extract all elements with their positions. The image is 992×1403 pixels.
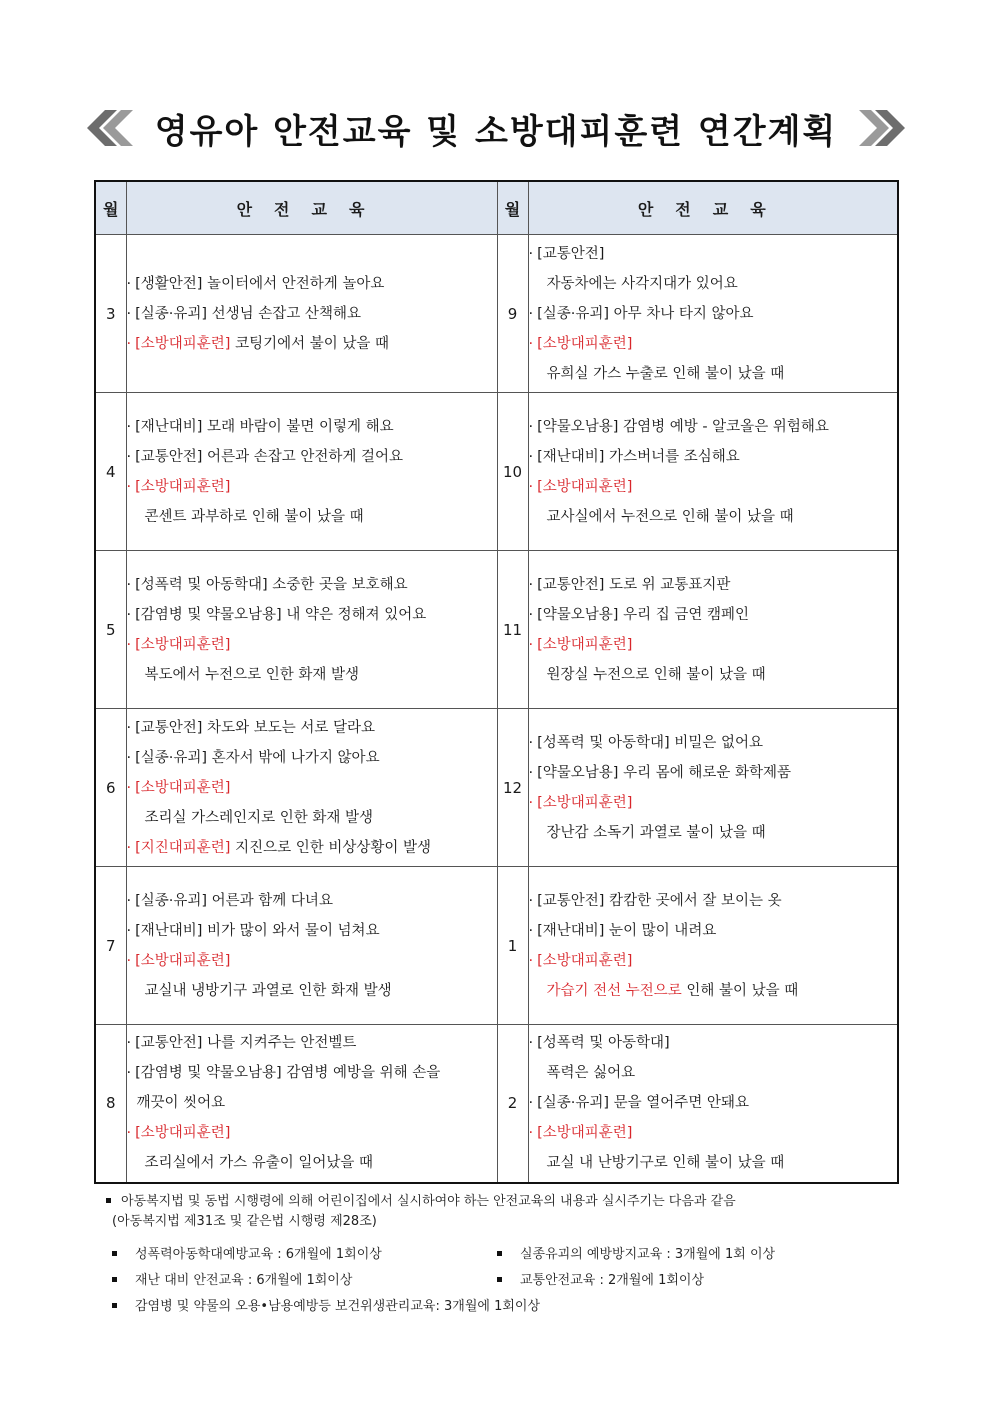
month-cell: 12 <box>497 709 528 867</box>
dot-bullet-icon: · <box>528 576 534 593</box>
item-text: 소중한 곳을 보호해요 <box>267 576 408 593</box>
item-text: 복도에서 누전으로 인한 화재 발생 <box>144 666 360 683</box>
topic-tag: [약물오남용] <box>537 764 619 781</box>
annual-plan-table <box>94 180 899 1184</box>
list-item <box>127 1118 497 1148</box>
topic-tag: [교통안전] <box>135 1035 203 1052</box>
list-item <box>529 976 898 1006</box>
item-text: 비가 많이 와서 물이 넘쳐요 <box>202 922 380 939</box>
item-text: 조리실에서 가스 유출이 일어났을 때 <box>144 1155 374 1172</box>
dot-bullet-icon: · <box>528 922 534 939</box>
list-item <box>529 1088 898 1118</box>
note-text: 재난 대비 안전교육 : 6개월에 1회이상 <box>135 1273 353 1288</box>
note-item <box>106 1242 491 1268</box>
list-item <box>127 773 497 803</box>
dot-bullet-icon: · <box>528 636 534 653</box>
note-item <box>491 1242 876 1268</box>
content-cell <box>528 1025 898 1183</box>
item-text: 나를 지켜주는 안전벨트 <box>202 1035 357 1052</box>
topic-tag: [감염병 및 약물오남용] <box>135 606 282 623</box>
list-item <box>529 728 898 758</box>
note-text: 감염병 및 약물의 오용•남용예방등 보건위생관리교육: 3개월에 1회이상 <box>135 1299 541 1314</box>
topic-tag: [성폭력 및 아동학대] <box>537 734 670 751</box>
topic-tag: [소방대피훈련] <box>537 1125 633 1142</box>
month-cell: 10 <box>497 393 528 551</box>
list-item <box>529 239 898 269</box>
dot-bullet-icon: · <box>528 606 534 623</box>
dot-bullet-icon: · <box>528 335 534 352</box>
list-item <box>127 886 497 916</box>
content-cell <box>126 867 497 1025</box>
list-item <box>127 600 497 630</box>
dot-bullet-icon: · <box>528 245 534 262</box>
dot-bullet-icon: · <box>528 764 534 781</box>
dot-bullet-icon: · <box>126 576 132 593</box>
list-item <box>127 803 497 833</box>
topic-tag: [소방대피훈련] <box>537 794 633 811</box>
list-item <box>529 1058 898 1088</box>
note-text: 교통안전교육 : 2개월에 1회이상 <box>520 1273 705 1288</box>
topic-tag: [소방대피훈련] <box>135 952 231 969</box>
item-text: 우리 몸에 해로운 화학제품 <box>618 764 791 781</box>
topic-tag: [재난대비] <box>537 922 605 939</box>
table-row <box>95 709 898 867</box>
dot-bullet-icon: · <box>126 1125 132 1142</box>
table-row <box>95 551 898 709</box>
dot-bullet-icon: · <box>528 794 534 811</box>
content-cell <box>126 709 497 867</box>
item-text: 장난감 소독기 과열로 불이 났을 때 <box>546 824 766 841</box>
dot-bullet-icon: · <box>126 1065 132 1082</box>
dot-bullet-icon: · <box>528 448 534 465</box>
item-text: 비밀은 없어요 <box>669 734 763 751</box>
item-text: 자동차에는 사각지대가 있어요 <box>546 275 738 292</box>
list-item <box>529 600 898 630</box>
list-item <box>529 660 898 690</box>
dot-bullet-icon: · <box>126 922 132 939</box>
square-bullet-icon <box>497 1277 502 1282</box>
dot-bullet-icon: · <box>126 779 132 796</box>
dot-bullet-icon: · <box>528 1035 534 1052</box>
square-bullet-icon <box>106 1198 111 1203</box>
item-text: 지진으로 인한 비상상황이 발생 <box>230 839 431 856</box>
square-bullet-icon <box>112 1303 117 1308</box>
content-cell <box>528 393 898 551</box>
dot-bullet-icon: · <box>126 478 132 495</box>
item-text: 깨끗이 씻어요 <box>136 1095 226 1112</box>
item-text: 캄캄한 곳에서 잘 보이는 옷 <box>604 892 782 909</box>
double-chevron-left-icon <box>83 108 133 148</box>
item-text: 우리 집 금연 캠페인 <box>618 606 749 623</box>
list-item <box>127 833 497 863</box>
topic-tag: [소방대피훈련] <box>135 335 231 352</box>
dot-bullet-icon: · <box>126 275 132 292</box>
topic-tag: [소방대피훈련] <box>537 335 633 352</box>
topic-tag: [교통안전] <box>537 576 605 593</box>
list-item <box>127 502 497 532</box>
content-cell <box>528 551 898 709</box>
table-row <box>95 1025 898 1183</box>
dot-bullet-icon: · <box>528 734 534 751</box>
list-item <box>529 1118 898 1148</box>
dot-bullet-icon: · <box>126 448 132 465</box>
list-item <box>529 946 898 976</box>
item-text: 놀이터에서 안전하게 놀아요 <box>202 275 385 292</box>
item-text: 감염병 예방을 위해 손을 <box>281 1065 441 1082</box>
list-item <box>127 743 497 773</box>
item-text: 조리실 가스레인지로 인한 화재 발생 <box>144 809 374 826</box>
item-text: 혼자서 밖에 나가지 않아요 <box>207 749 380 766</box>
list-item <box>127 660 497 690</box>
list-item <box>529 1148 898 1178</box>
note-text: 성폭력아동학대예방교육 : 6개월에 1회이상 <box>135 1247 382 1262</box>
topic-tag: [성폭력 및 아동학대] <box>537 1035 670 1052</box>
notes-reference: (아동복지법 제31조 및 같은법 시행령 제28조) <box>112 1214 377 1229</box>
list-item <box>127 630 497 660</box>
list-item <box>529 412 898 442</box>
dot-bullet-icon: · <box>126 952 132 969</box>
notes-grid <box>106 1242 906 1320</box>
dot-bullet-icon: · <box>528 952 534 969</box>
list-item <box>127 269 497 299</box>
item-text: 어른과 손잡고 안전하게 걸어요 <box>202 448 403 465</box>
list-item <box>127 976 497 1006</box>
content-cell <box>528 709 898 867</box>
month-cell: 6 <box>95 709 126 867</box>
list-item <box>529 299 898 329</box>
note-item <box>106 1268 491 1294</box>
list-item <box>529 472 898 502</box>
topic-tag: [교통안전] <box>537 245 605 262</box>
notes-section <box>106 1192 906 1320</box>
month-cell: 9 <box>497 235 528 393</box>
topic-tag: [재난대비] <box>135 418 203 435</box>
item-text: 모래 바람이 불면 이렇게 해요 <box>202 418 394 435</box>
topic-tag: [소방대피훈련] <box>135 1125 231 1142</box>
list-item <box>529 359 898 389</box>
item-text: 원장실 누전으로 인해 불이 났을 때 <box>546 666 766 683</box>
list-item <box>127 946 497 976</box>
content-cell <box>126 393 497 551</box>
topic-tag: [교통안전] <box>135 448 203 465</box>
list-item <box>127 299 497 329</box>
list-item <box>529 758 898 788</box>
dot-bullet-icon: · <box>528 1095 534 1112</box>
notes-intro: 아동복지법 및 동법 시행령에 의해 어린이집에서 실시하여야 하는 안전교육의 내용과 실시주기는 다음과 같음 <box>106 1192 906 1212</box>
dot-bullet-icon: · <box>126 839 132 856</box>
topic-tag: [교통안전] <box>537 892 605 909</box>
list-item <box>529 818 898 848</box>
item-text: 아무 차나 타지 않아요 <box>609 305 754 322</box>
list-item <box>529 886 898 916</box>
page-title: 영유아 안전교육 및 소방대피훈련 연간계획 <box>154 111 838 152</box>
topic-tag: [실종·유괴] <box>537 1095 610 1112</box>
item-text: 눈이 많이 내려요 <box>604 922 717 939</box>
list-item <box>127 1028 497 1058</box>
dot-bullet-icon: · <box>126 1035 132 1052</box>
content-cell <box>528 867 898 1025</box>
item-text: 감염병 예방 - 알코올은 위험해요 <box>618 418 829 435</box>
item-text: 인해 불이 났을 때 <box>681 982 799 999</box>
list-item <box>127 570 497 600</box>
list-item <box>127 442 497 472</box>
month-cell: 8 <box>95 1025 126 1183</box>
topic-tag: [실종·유괴] <box>135 892 208 909</box>
topic-tag: [감염병 및 약물오남용] <box>135 1065 282 1082</box>
content-cell <box>126 551 497 709</box>
item-text: 선생님 손잡고 산책해요 <box>207 305 361 322</box>
month-cell: 11 <box>497 551 528 709</box>
month-cell: 4 <box>95 393 126 551</box>
month-cell: 1 <box>497 867 528 1025</box>
item-text-highlight: 가습기 전선 누전으로 <box>546 982 682 999</box>
dot-bullet-icon: · <box>126 606 132 623</box>
square-bullet-icon <box>497 1251 502 1256</box>
item-text: 내 약은 정해져 있어요 <box>281 606 427 623</box>
list-item <box>127 1058 497 1088</box>
header-edu-right: 안전교육 <box>528 181 898 235</box>
item-text: 폭력은 싫어요 <box>546 1065 636 1082</box>
dot-bullet-icon: · <box>528 418 534 435</box>
item-text: 차도와 보도는 서로 달라요 <box>202 719 375 736</box>
list-item <box>529 788 898 818</box>
dot-bullet-icon: · <box>528 305 534 322</box>
notes-row <box>106 1294 906 1320</box>
dot-bullet-icon: · <box>528 1125 534 1142</box>
topic-tag: [생활안전] <box>135 275 203 292</box>
month-cell: 3 <box>95 235 126 393</box>
topic-tag: [소방대피훈련] <box>537 478 633 495</box>
topic-tag: [실종·유괴] <box>135 749 208 766</box>
table-row <box>95 393 898 551</box>
dot-bullet-icon: · <box>528 478 534 495</box>
dot-bullet-icon: · <box>126 749 132 766</box>
list-item <box>127 472 497 502</box>
list-item <box>127 916 497 946</box>
content-cell <box>126 235 497 393</box>
item-text: 콘센트 과부하로 인해 불이 났을 때 <box>144 508 364 525</box>
list-item <box>529 269 898 299</box>
topic-tag: [재난대비] <box>135 922 203 939</box>
notes-row <box>106 1242 906 1268</box>
item-text: 어른과 함께 다녀요 <box>207 892 333 909</box>
dot-bullet-icon: · <box>126 418 132 435</box>
table-header-row <box>95 181 898 235</box>
month-cell: 5 <box>95 551 126 709</box>
note-item <box>491 1268 876 1294</box>
topic-tag: [성폭력 및 아동학대] <box>135 576 268 593</box>
dot-bullet-icon: · <box>126 305 132 322</box>
double-chevron-right-icon <box>859 108 909 148</box>
list-item <box>529 329 898 359</box>
item-text: 가스버너를 조심해요 <box>604 448 740 465</box>
square-bullet-icon <box>112 1251 117 1256</box>
list-item <box>529 570 898 600</box>
dot-bullet-icon: · <box>126 636 132 653</box>
note-text: 실종유괴의 예방방지교육 : 3개월에 1회 이상 <box>520 1247 776 1262</box>
item-text: 교실 내 난방기구로 인해 불이 났을 때 <box>546 1155 785 1172</box>
list-item <box>127 713 497 743</box>
item-text: 도로 위 교통표지판 <box>604 576 731 593</box>
list-item <box>127 1088 497 1118</box>
notes-row <box>106 1268 906 1294</box>
list-item <box>529 442 898 472</box>
topic-tag: [실종·유괴] <box>135 305 208 322</box>
title-bar <box>0 98 992 158</box>
topic-tag: [소방대피훈련] <box>135 636 231 653</box>
list-item <box>529 630 898 660</box>
month-cell: 7 <box>95 867 126 1025</box>
item-text: 교실내 냉방기구 과열로 인한 화재 발생 <box>144 982 392 999</box>
topic-tag: [소방대피훈련] <box>135 779 231 796</box>
dot-bullet-icon: · <box>126 892 132 909</box>
content-cell <box>126 1025 497 1183</box>
table-row <box>95 867 898 1025</box>
topic-tag: [소방대피훈련] <box>135 478 231 495</box>
topic-tag: [약물오남용] <box>537 606 619 623</box>
item-text: 교사실에서 누전으로 인해 불이 났을 때 <box>546 508 794 525</box>
topic-tag: [지진대피훈련] <box>135 839 231 856</box>
topic-tag: [실종·유괴] <box>537 305 610 322</box>
dot-bullet-icon: · <box>126 335 132 352</box>
dot-bullet-icon: · <box>126 719 132 736</box>
month-cell: 2 <box>497 1025 528 1183</box>
topic-tag: [약물오남용] <box>537 418 619 435</box>
content-cell <box>528 235 898 393</box>
header-edu-left: 안전교육 <box>126 181 497 235</box>
list-item <box>529 916 898 946</box>
square-bullet-icon <box>112 1277 117 1282</box>
topic-tag: [교통안전] <box>135 719 203 736</box>
item-text: 유희실 가스 누출로 인해 불이 났을 때 <box>546 365 785 382</box>
item-text: 문을 열어주면 안돼요 <box>609 1095 749 1112</box>
list-item <box>127 329 497 359</box>
topic-tag: [소방대피훈련] <box>537 952 633 969</box>
list-item <box>127 412 497 442</box>
note-item <box>106 1294 876 1320</box>
list-item <box>529 502 898 532</box>
header-month-left: 월 <box>95 181 126 235</box>
dot-bullet-icon: · <box>528 892 534 909</box>
list-item <box>127 1148 497 1178</box>
item-text: 코팅기에서 불이 났을 때 <box>230 335 389 352</box>
topic-tag: [재난대비] <box>537 448 605 465</box>
table-row <box>95 235 898 393</box>
list-item <box>529 1028 898 1058</box>
header-month-right: 월 <box>497 181 528 235</box>
topic-tag: [소방대피훈련] <box>537 636 633 653</box>
